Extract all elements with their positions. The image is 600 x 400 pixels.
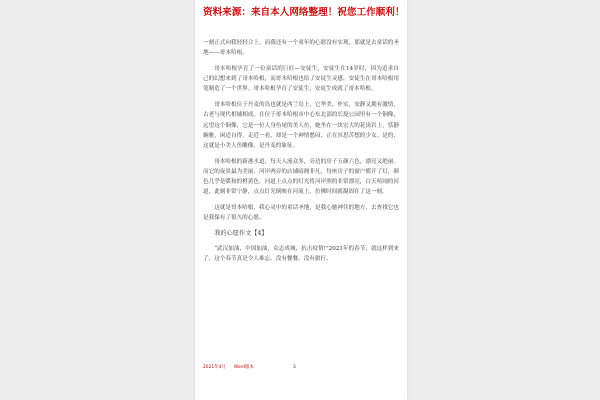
paragraph-intro: 一刻正式向我轻轻合上，而我还有一个童年的心愿没有实现，那就是去童话的圣地——哥本哈根。	[203, 40, 399, 57]
page-header: 资料来源：来自本人网络整理！祝您工作顺利！	[203, 7, 405, 18]
page-footer	[203, 363, 399, 373]
page-number: 3	[293, 365, 296, 370]
footer-version-label: Word版本	[233, 365, 254, 370]
document-body	[203, 38, 399, 270]
footer-meta	[203, 363, 254, 373]
footer-date: 2021年4月	[203, 365, 226, 370]
paragraph-nyhavn: 哥本哈根的新港水道，每天人流众多，旁边的房子五颜六色，漂亮又绝丽。而它的夜景最为美丽，河岸两旁的店铺暗阁非凡，每座房子的窗户都开了灯，颜色几乎是暖和的橙黄色，河道上点点的灯光将河岸照的非常漂亮，白天喧闹的河道，此刻非常宁静，点点灯光倒映在河流上，仿佛时间就凝固在了这一刻。	[203, 158, 399, 196]
paragraph-little-mermaid: 哥本哈根位于丹麦的岛也就是西兰岛上，它华美、朴实，安静又拥有激情，古老与现代相辅相成。在位于哥本哈根市中心东北部的长堤公园里有一个铜像，远望这个铜像，它是一位人身鱼尾的美人鱼，她坐在一块宏大的花岗岩上，恬静娴雅，闲适自得，走近一看，却是一个神情愁闷，正在冥思苦想的少女。是的，这就是小美人鱼雕像，是丹麦的象征。	[203, 102, 399, 150]
paragraph-conclusion: 这就是哥本哈根，我心灵中的童话圣地，是我心驰神往的地方，去查找它也是我保有了很久的心愿。	[203, 205, 399, 222]
paragraph-wuhan: “武汉加油，中国加油，众志成城，抗击疫情!”2021年的春节，就这样到来了，这个春节真是令人难忘，没有餐餐、没有旅行、	[203, 245, 399, 263]
paragraph-andersen: 哥本哈根孕育了一位童话的巨匠—安徒生，安徒生在14岁时，因为追求自己的幻想来到了哥本哈根，而哥本哈根也给了安徒生灵感，安徒生在哥本哈根用笔制造了一个世界。哥本哈根孕育了安徒生，安徒生成就了哥本哈根。	[203, 66, 399, 93]
essay-heading: 我的心愿作文【4】	[214, 230, 268, 238]
document-page	[195, 0, 407, 400]
